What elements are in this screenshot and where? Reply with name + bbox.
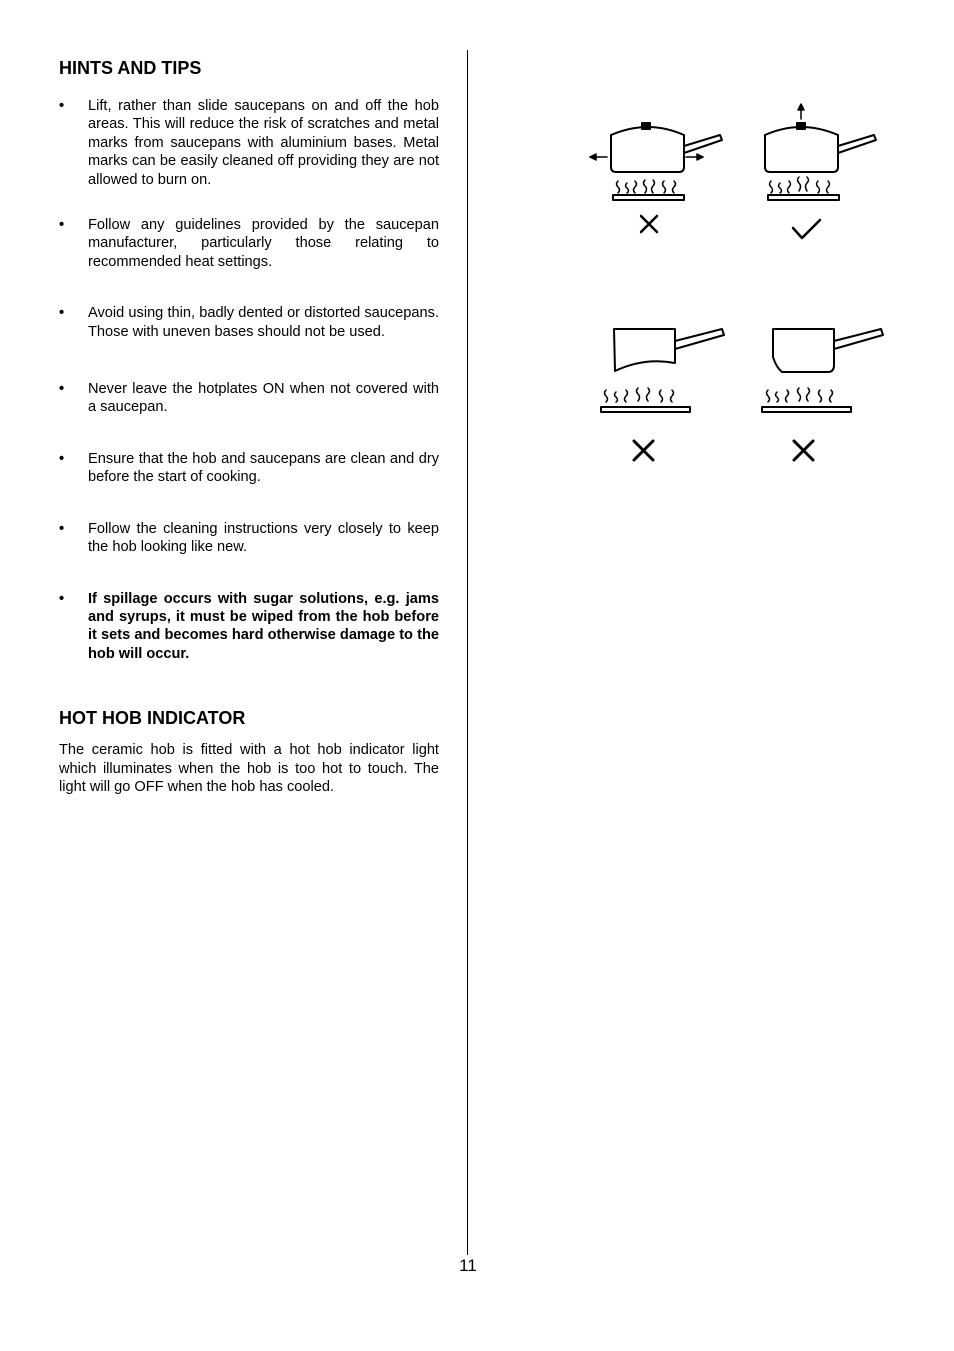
bullet-icon: • (59, 590, 65, 607)
tip-text: Ensure that the hob and saucepans are clean and dry before the start of cooking. (88, 450, 439, 486)
list-item (59, 520, 439, 557)
saucepan-illustration (580, 95, 900, 480)
tip-text-warning: If spillage occurs with sugar solutions, e.g. jams and syrups, it must be wiped from the hob before it sets and becomes hard otherwise damage to the hob will occur. (88, 590, 439, 662)
heat-waves-icon (605, 388, 674, 402)
lift-saucepan-panel (765, 104, 876, 238)
heat-waves-icon (767, 388, 833, 402)
slide-saucepan-panel (590, 123, 722, 232)
saucepan-icon (765, 123, 876, 172)
tip-text: Avoid using thin, badly dented or distorted saucepans. Those with uneven bases should not be used. (88, 305, 439, 340)
saucepan-icon (773, 329, 883, 372)
hob-plate (768, 195, 839, 200)
bullet-icon: • (59, 381, 65, 398)
list-item (59, 380, 439, 417)
list-item (59, 590, 439, 664)
slide-arrows-icon (590, 154, 703, 160)
heat-waves-icon (617, 180, 676, 193)
bullet-icon: • (59, 450, 65, 467)
hints-list (59, 97, 439, 663)
hob-plate (762, 407, 851, 412)
distorted-saucepan-panel (601, 329, 724, 460)
indicator-text: The ceramic hob is fitted with a hot hob indicator light which illuminates when the hob is too hot to touch. The light will go OFF when the hob has cooled. (59, 742, 439, 795)
hints-title: HINTS AND TIPS (59, 58, 202, 78)
check-icon (793, 220, 820, 238)
uneven-saucepan-panel (762, 329, 883, 460)
left-column (59, 57, 439, 796)
bullet-icon: • (59, 305, 65, 322)
lift-arrow-icon (798, 104, 804, 119)
list-item (59, 304, 439, 341)
hob-plate (601, 407, 690, 412)
saucepan-icon (611, 123, 722, 172)
hob-plate (613, 195, 684, 200)
heat-waves-icon (770, 177, 830, 193)
bullet-icon: • (59, 520, 65, 537)
bullet-icon: • (59, 217, 65, 234)
cross-icon (794, 441, 813, 460)
tip-text: Follow any guidelines provided by the saucepan manufacturer, particularly those relating to recommended heat settings. (88, 217, 439, 270)
column-divider (467, 50, 468, 1255)
page-number: 11 (459, 1256, 477, 1275)
tip-text: Lift, rather than slide saucepans on and off the hob areas. This will reduce the risk of scratches and metal marks from saucepans with aluminium bases. Metal marks can be easily cleaned off providing they are not allowed to burn on. (88, 98, 439, 188)
saucepan-icon (614, 329, 724, 371)
cross-icon (634, 441, 653, 460)
list-item (59, 450, 439, 487)
list-item (59, 216, 439, 271)
tip-text: Never leave the hotplates ON when not covered with a saucepan. (88, 381, 439, 416)
indicator-title: HOT HOB INDICATOR (59, 708, 246, 729)
bullet-icon: • (59, 98, 65, 114)
tip-text: Follow the cleaning instructions very closely to keep the hob looking like new. (88, 520, 439, 556)
list-item (59, 97, 439, 189)
cross-icon (641, 216, 657, 232)
